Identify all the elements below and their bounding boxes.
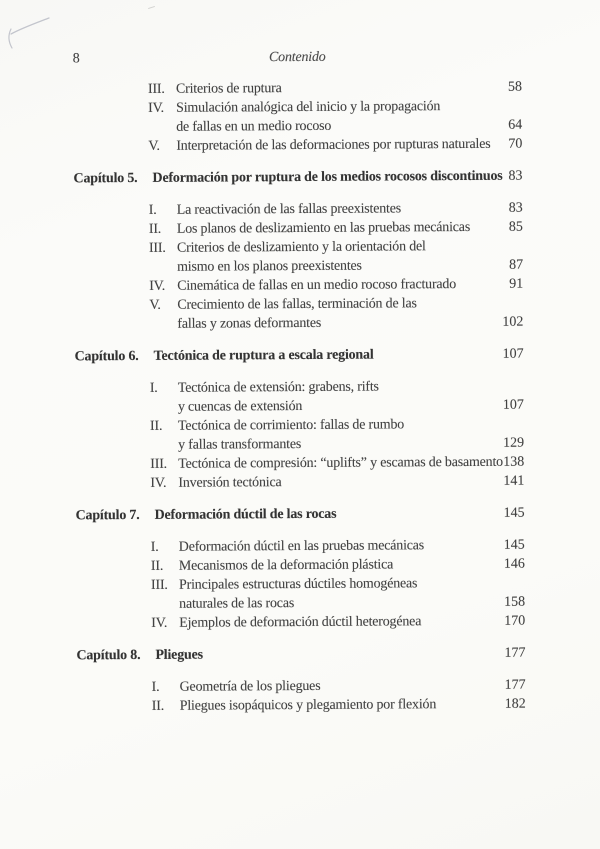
chapter-title-line: Pliegues (155, 647, 203, 663)
entry-numeral: III. (147, 81, 165, 97)
chapter-title-line: rocosos discontinuos (384, 168, 503, 185)
chapter-page-number: 145 (503, 505, 525, 521)
chapter-sections-group (151, 536, 526, 633)
entry-page-number: 85 (508, 219, 523, 235)
entry-text-line: Deformación dúctil en las pruebas mecánicas (178, 538, 425, 555)
entry-text-line: Interpretación de las deformaciones (176, 137, 370, 154)
entry-text-line: La reactivación de las fallas preexistentes (176, 201, 401, 218)
entry-numeral: IV. (150, 475, 167, 491)
entry-numeral: I. (149, 380, 158, 396)
entry-text-line: de fallas en un medio rocoso (176, 118, 332, 135)
entry-numeral: II. (148, 221, 162, 237)
entry-page-number: 158 (504, 594, 526, 610)
chapter-sections-group (149, 199, 524, 334)
entry-numeral: II. (150, 558, 164, 574)
entry-numeral: III. (148, 240, 166, 256)
entry-numeral: V. (148, 138, 160, 154)
entry-page-number: 145 (503, 537, 525, 553)
entry-text-line: Criterios de ruptura (175, 81, 282, 97)
toc-entry (151, 536, 525, 557)
chapter-page-number: 107 (502, 346, 524, 362)
entry-numeral: I. (151, 679, 160, 695)
toc-entry (149, 218, 523, 239)
toc-entry (149, 237, 523, 277)
entry-text-line: fallas y zonas deformantes (177, 315, 322, 332)
entry-text-line: Tectónica de compresión: “uplifts” y (178, 455, 377, 472)
entry-text-line: mismo en los planos preexistentes (177, 258, 362, 275)
toc-entry (150, 415, 524, 455)
entry-numeral: V. (149, 297, 161, 313)
entry-numeral: IV. (151, 615, 168, 631)
toc-entry (148, 78, 522, 99)
toc-entry (149, 294, 523, 334)
entry-numeral: III. (150, 456, 168, 472)
page-number: 8 (72, 51, 80, 67)
toc-chapter-7 (76, 504, 526, 634)
entry-page-number: 146 (503, 556, 525, 572)
toc-entry (150, 377, 524, 417)
toc-entry (148, 97, 522, 137)
entry-text-line: Simulación analógica del inicio y la propagación (176, 99, 441, 116)
entry-page-number: 70 (508, 136, 523, 152)
toc-entry (152, 695, 526, 716)
entry-text-line: Pliegues isopáquicos y plegamiento por flexión (179, 697, 437, 714)
entry-text-line: y cuencas de extensión (177, 398, 303, 415)
toc-entry (149, 199, 523, 220)
chapter-title-line: Tectónica de ruptura a escala regional (153, 347, 374, 364)
entry-text-line: Ejemplos de deformación dúctil heterogénea (179, 614, 422, 631)
chapter-heading (76, 504, 525, 526)
chapter-sections-group (152, 676, 526, 716)
entry-text-line: Tectónica de extensión: grabens, rifts (177, 379, 379, 396)
entry-page-number: 64 (508, 117, 523, 133)
entry-text-line: y fallas transformantes (178, 436, 302, 453)
chapter-label: Capítulo 7. (75, 507, 140, 524)
toc-entry (150, 453, 524, 474)
entry-page-number: 83 (508, 200, 523, 216)
chapter-page-number: 177 (504, 645, 526, 661)
chapter-heading (73, 167, 522, 189)
chapter-label: Capítulo 6. (74, 348, 139, 365)
entry-text-line: naturales de las rocas (179, 596, 295, 612)
entry-numeral: I. (150, 539, 159, 555)
entry-page-number: 129 (503, 435, 525, 451)
chapter-heading (75, 345, 524, 367)
entry-numeral: IV. (148, 100, 165, 116)
entry-text-line: Tectónica de corrimiento: fallas de rumbo (177, 417, 405, 434)
toc-front-group (148, 78, 522, 156)
entry-text-line: Geometría de los pliegues (179, 678, 321, 695)
toc-chapter-6 (75, 345, 525, 494)
entry-numeral: III. (150, 577, 168, 593)
entry-page-number: 141 (503, 473, 525, 489)
entry-text-line: Cinemática de fallas en un medio rocoso fracturado (177, 277, 457, 294)
toc-entry (148, 135, 522, 156)
toc-entry (151, 555, 525, 576)
entry-page-number: 87 (509, 257, 524, 273)
chapter-label: Capítulo 8. (76, 647, 141, 664)
entry-page-number: 138 (503, 454, 525, 470)
entry-page-number: 58 (507, 79, 523, 95)
entry-numeral: IV. (149, 278, 166, 294)
chapter-heading (76, 644, 525, 666)
toc-entry (150, 472, 524, 493)
toc-chapter-8 (76, 644, 525, 717)
toc-entry (149, 275, 523, 296)
entry-text-line: Crecimiento de las fallas, terminación de las (177, 296, 417, 313)
entry-page-number: 182 (504, 696, 526, 712)
entry-numeral: II. (151, 698, 165, 714)
entry-text-line: Criterios de deslizamiento y la orientación del (176, 239, 426, 256)
chapter-title-line: Deformación dúctil de las rocas (154, 506, 337, 523)
entry-page-number: 170 (504, 613, 526, 629)
chapter-label: Capítulo 5. (73, 170, 138, 187)
entry-page-number: 177 (504, 677, 526, 693)
entry-text-line: Principales estructuras dúctiles homogéneas (178, 576, 418, 593)
running-head (73, 47, 522, 69)
toc-entry (151, 612, 525, 633)
entry-page-number: 91 (509, 276, 524, 292)
chapter-title-line: Deformación por ruptura de los medios (152, 169, 381, 186)
chapter-sections-group (150, 377, 525, 493)
entry-text-line: Los planos de deslizamiento en las pruebas mecánicas (176, 219, 471, 237)
toc-entry (152, 676, 526, 697)
entry-page-number: 102 (502, 314, 524, 330)
page-header-title: Contenido (268, 49, 326, 66)
entry-page-number: 107 (502, 397, 524, 413)
entry-text-line: Inversión tectónica (178, 475, 282, 491)
toc-entry (151, 574, 525, 614)
chapter-page-number: 83 (508, 168, 523, 184)
entry-numeral: II. (149, 418, 163, 434)
entry-text-line: Mecanismos de la deformación plástica (178, 557, 394, 574)
toc-chapter-5 (73, 167, 523, 335)
entry-text-line: por rupturas naturales (372, 136, 491, 153)
entry-numeral: I. (148, 202, 157, 218)
entry-text-line: escamas de basamento (380, 454, 503, 471)
